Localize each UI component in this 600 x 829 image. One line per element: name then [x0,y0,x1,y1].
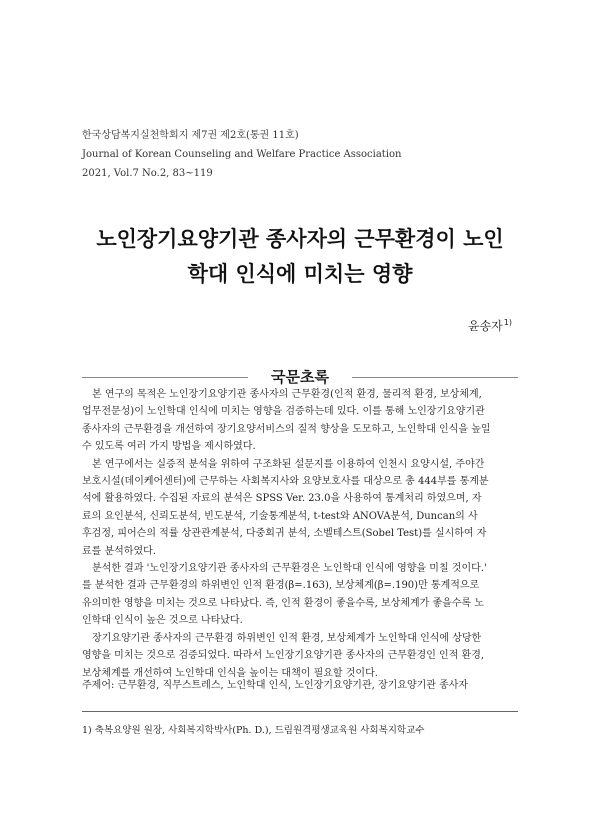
journal-volume: 2021, Vol.7 No.2, 83~119 [82,168,213,179]
abstract-line: 료를 분석하였다. [82,545,156,557]
abstract-body [82,386,518,682]
heading-rule-right [352,377,518,378]
abstract-line: 분석한 결과 '노인장기요양기관 종사자의 근무환경은 노인학대 인식에 영향을 미칠 것이다.' [92,563,487,575]
title-line-1: 노인장기요양기관 종사자의 근무환경이 노인 [96,227,504,251]
abstract-line: 종사자의 근무환경을 개선하여 장기요양서비스의 질적 향상을 도모하고, 노인학대 인식을 높일 [82,423,491,435]
abstract-line: 장기요양기관 종사자의 근무환경 하위변인 인적 환경, 보상체계가 노인학대 인식에 상당한 [92,632,482,644]
abstract-line: 수 있도록 여러 가지 방법을 제시하였다. [82,441,256,453]
author [468,317,512,334]
footnote-divider [82,711,518,712]
abstract-line: 본 연구에서는 실증적 분석을 위하여 구조화된 설문지를 이용하여 인천시 요양시설, 주야간 [92,458,485,470]
abstract-line: 보상체계를 개선하여 노인학대 인식을 높이는 대책이 필요할 것이다. [82,667,378,679]
abstract-line: 료의 요인분석, 신뢰도분석, 빈도분석, 기술통계분석, t-test와 ANOVA분석, Duncan의 사 [82,510,478,522]
abstract-line: 본 연구의 목적은 노인장기요양기관 종사자의 근무환경(인적 환경, 물리적 환경, 보상체계, [92,389,482,400]
author-footnote-mark: 1) [503,318,512,327]
journal-name-english: Journal of Korean Counseling and Welfare Practice Association [82,149,402,160]
abstract-heading [82,366,518,386]
abstract-line: 유의미한 영향을 미치는 것으로 나타났다. 즉, 인적 환경이 좋을수록, 보상체계가 좋을수록 노 [82,597,484,609]
author-name: 윤송자 [468,319,503,333]
title-line-2: 학대 인식에 미치는 영향 [187,262,413,286]
abstract-line: 후검정, 피어슨의 적률 상관관계분석, 다중회귀 분석, 소벨테스트(Sobel Test)를 실시하여 자 [82,528,487,540]
journal-info [82,126,522,183]
paper-title [60,222,540,292]
abstract-line: 보호시설(데이케어센터)에 근무하는 사회복지사와 요양보호사를 대상으로 총 444부를 통계분 [82,476,489,488]
footnote: 1) 축복요양원 원장, 사회복지학박사(Ph. D.), 드림원격평생교육원 사회복지학교수 [82,725,425,736]
journal-name-korean: 한국상담복지실천학회지 제7권 제2호(통권 11호) [82,130,299,141]
abstract-line: 인학대 인식이 높은 것으로 나타났다. [82,615,243,627]
keywords: 주제어: 근무환경, 직무스트레스, 노인학대 인식, 노인장기요양기관, 장기요양기관 종사자 [82,680,469,691]
abstract-line: 영향을 미치는 것으로 검증되었다. 따라서 노인장기요양기관 종사자의 근무환경인 인적 환경, [82,650,485,662]
abstract-line: 업무전문성)이 노인학대 인식에 미치는 영향을 검증하는데 있다. 이를 통해 노인장기요양기관 [82,406,485,418]
abstract-line: 를 분석한 결과 근무환경의 하위변인 인적 환경(β=.163), 보상체계(β=.190)만 통계적으로 [82,580,480,592]
abstract-line: 석에 활용하였다. 수집된 자료의 분석은 SPSS Ver. 23.0을 사용하여 통계처리 하였으며, 자 [82,493,482,505]
abstract-heading-label: 국문초록 [271,368,329,386]
